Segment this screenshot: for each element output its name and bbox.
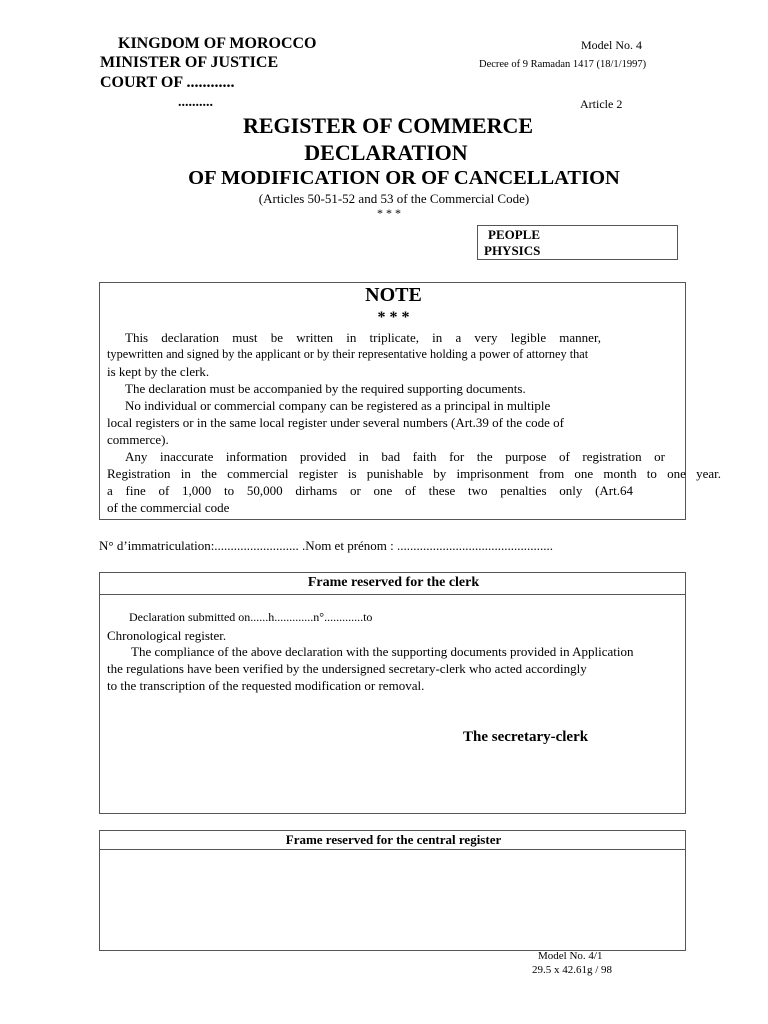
people-physics-box <box>477 225 678 260</box>
clerk-line-4: to the transcription of the requested modification or removal. <box>107 678 425 693</box>
people-label: PEOPLE <box>488 227 541 242</box>
note-heading: NOTE <box>365 284 422 306</box>
minister-label: MINISTER OF JUSTICE <box>100 54 279 71</box>
physics-label: PHYSICS <box>484 243 541 258</box>
clerk-frame-divider <box>100 594 685 595</box>
note-line-6: local registers or in the same local register under several numbers (Art.39 of the code of <box>107 415 564 430</box>
note-box <box>99 282 721 520</box>
note-line-11: of the commercial code <box>107 500 230 515</box>
model-number: Model No. 4 <box>581 38 642 52</box>
note-line-10: a fine of 1,000 to 50,000 dirhams or one of these two penalties only (Art.64 <box>107 483 633 498</box>
note-line-8: Any inaccurate information provided in bad faith for the purpose of registration or <box>125 449 665 464</box>
declaration-submitted: Declaration submitted on......h.............n°.............to <box>129 610 373 624</box>
central-register-frame <box>99 830 686 951</box>
title-register: REGISTER OF COMMERCE <box>242 113 534 138</box>
footer-model: Model No. 4/1 <box>538 950 603 962</box>
note-line-9: Registration in the commercial register is punishable by imprisonment from one month to one year. <box>107 466 721 481</box>
clerk-line-3: the regulations have been verified by the undersigned secretary-clerk who acted accordingly <box>107 661 587 676</box>
title-stars: * * * <box>377 206 401 220</box>
footer-size: 29.5 x 42.61g / 98 <box>532 964 613 976</box>
title-modification: OF MODIFICATION OR OF CANCELLATION <box>188 167 620 189</box>
kingdom-label: KINGDOM OF MOROCCO <box>118 35 317 52</box>
article-reference: Article 2 <box>580 97 623 111</box>
court-label: COURT OF ............ <box>100 74 235 91</box>
note-stars: * * * <box>377 309 410 326</box>
secretary-clerk-signature: The secretary-clerk <box>463 729 589 745</box>
note-line-3: is kept by the clerk. <box>107 364 210 379</box>
title-articles: (Articles 50-51-52 and 53 of the Commercial Code) <box>258 191 530 206</box>
central-frame-title: Frame reserved for the central register <box>285 832 502 847</box>
note-line-5: No individual or commercial company can be registered as a principal in multiple <box>125 398 551 413</box>
title-declaration: DECLARATION <box>304 140 468 165</box>
clerk-line-2: The compliance of the above declaration with the supporting documents provided in Application <box>131 644 634 659</box>
clerk-frame-title: Frame reserved for the clerk <box>307 575 480 590</box>
registration-line: N° d’immatriculation:.......................... .Nom et prénom : ................................................ <box>99 538 554 553</box>
clerk-frame <box>99 572 686 814</box>
central-frame-divider <box>100 849 685 850</box>
note-line-1: This declaration must be written in triplicate, in a very legible manner, <box>125 330 601 345</box>
note-line-4: The declaration must be accompanied by the required supporting documents. <box>125 381 526 396</box>
note-line-2: typewritten and signed by the applicant or by their representative holding a power of attorney that <box>107 347 589 361</box>
clerk-line-1: Chronological register. <box>107 628 227 643</box>
decree-reference: Decree of 9 Ramadan 1417 (18/1/1997) <box>479 59 647 70</box>
note-line-7: commerce). <box>107 432 169 447</box>
court-dots: .......... <box>178 95 213 110</box>
